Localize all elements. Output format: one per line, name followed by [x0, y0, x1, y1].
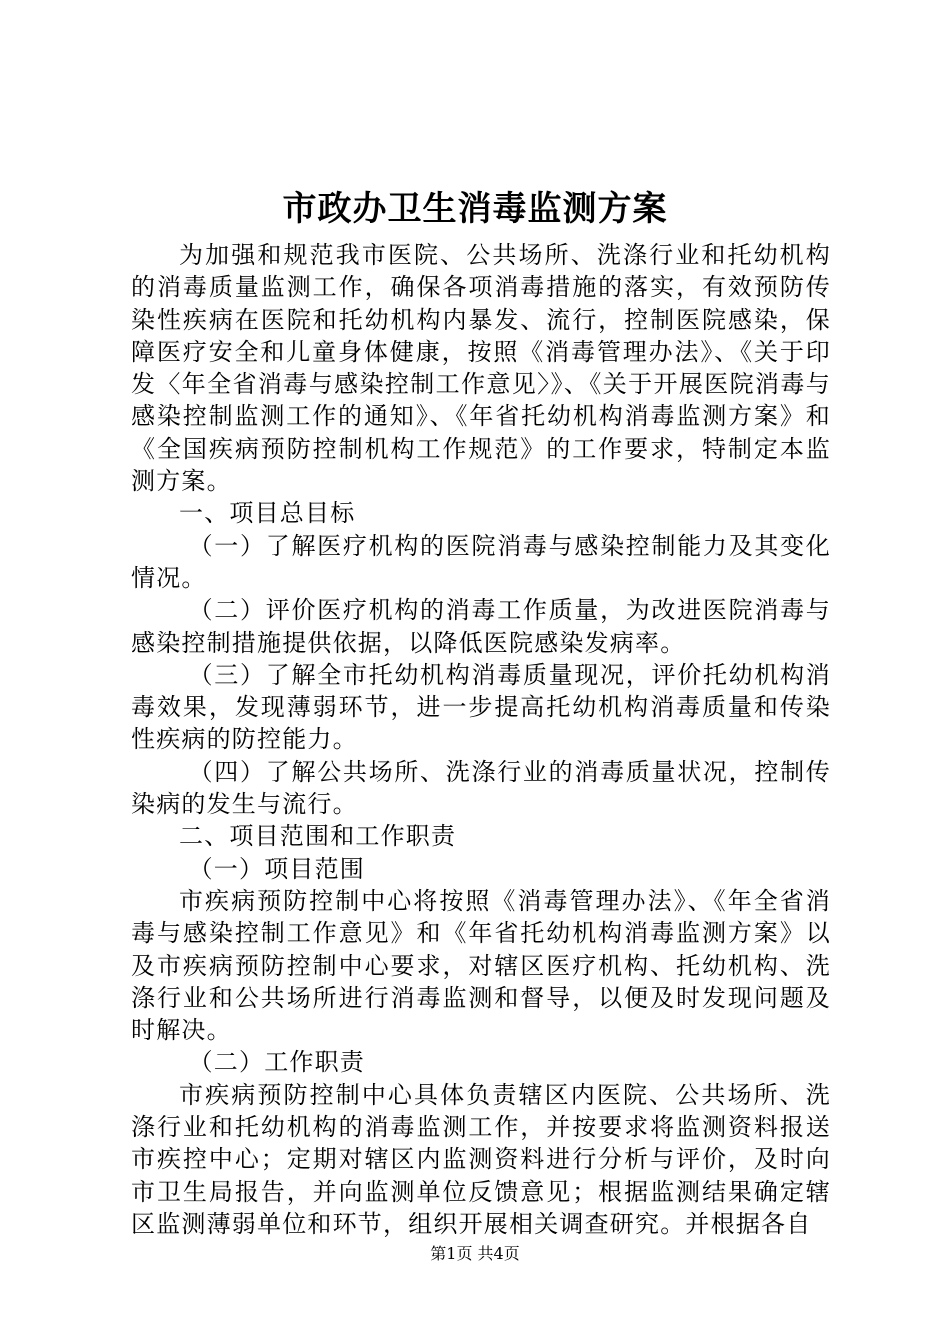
document-title: 市政办卫生消毒监测方案: [282, 189, 668, 229]
scope-paragraph: 市疾病预防控制中心将按照《消毒管理办法》、《年全省消毒与感染控制工作意见》和《年省托幼机构消毒监测方案》以及市疾病预防控制中心要求，对辖区医疗机构、托幼机构、洗涤行业和公共场所进行消毒监测和督导，以便及时发现问题及时解决。: [131, 886, 831, 1045]
subsection-heading-duties: （二）工作职责: [188, 1048, 365, 1077]
intro-paragraph: 为加强和规范我市医院、公共场所、洗涤行业和托幼机构的消毒质量监测工作，确保各项消毒措施的落实，有效预防传染性疾病在医院和托幼机构内暴发、流行，控制医院感染，保障医疗安全和儿童身体健康，按照《消毒管理办法》、《关于印发〈年全省消毒与感染控制工作意见〉》、《关于开展医院消毒与感染控制监测工作的通知》、《年省托幼机构消毒监测方案》和《全国疾病预防控制机构工作规范》的工作要求，特制定本监测方案。: [131, 241, 831, 496]
document-body: [131, 239, 831, 1240]
goal-item-3: （三）了解全市托幼机构消毒质量现况，评价托幼机构消毒效果，发现薄弱环节，进一步提高托幼机构消毒质量和传染性疾病的防控能力。: [131, 660, 831, 754]
subsection-heading-scope: （一）项目范围: [188, 854, 365, 883]
page-number-footer: 第1页 共4页: [430, 1244, 520, 1263]
goal-item-1: （一）了解医疗机构的医院消毒与感染控制能力及其变化情况。: [131, 531, 831, 592]
goal-item-2: （二）评价医疗机构的消毒工作质量，为改进医院消毒与感染控制措施提供依据，以降低医院感染发病率。: [131, 596, 831, 657]
section-heading-scope: 二、项目范围和工作职责: [179, 822, 457, 851]
section-heading-goals: 一、项目总目标: [179, 499, 356, 528]
duties-paragraph: 市疾病预防控制中心具体负责辖区内医院、公共场所、洗涤行业和托幼机构的消毒监测工作，并按要求将监测资料报送市疾控中心；定期对辖区内监测资料进行分析与评价，及时向市卫生局报告，并向监测单位反馈意见；根据监测结果确定辖区监测薄弱单位和环节，组织开展相关调查研究。并根据各自: [131, 1080, 831, 1238]
goal-item-4: （四）了解公共场所、洗涤行业的消毒质量状况，控制传染病的发生与流行。: [131, 757, 831, 819]
